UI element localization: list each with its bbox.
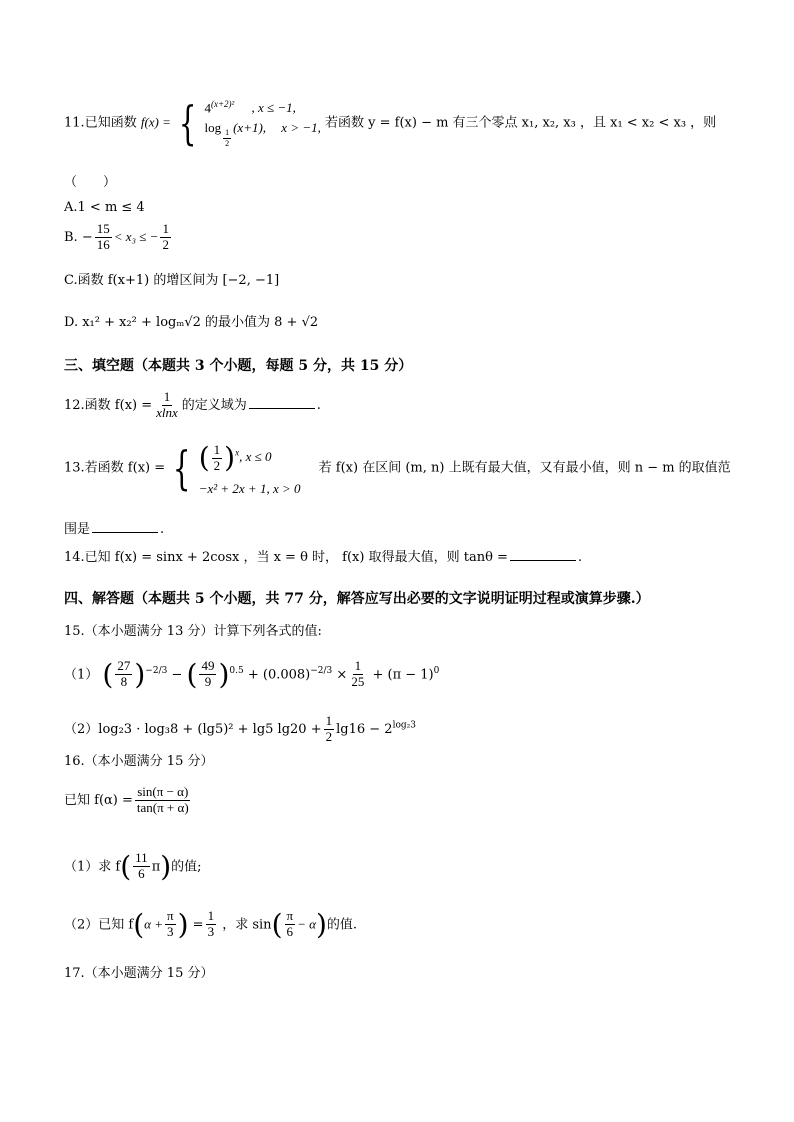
q16-given: 已知 f(α) = $\frac{\sin(\pi - \alpha)}{\tan(\pi + \alpha)}$ bbox=[64, 784, 189, 815]
q13-cases: ( $\frac{1}{2}$ )$^x$, x ≤ 0 −x² + 2x + 1, x > 0 bbox=[198, 441, 301, 496]
q11-option-b: B. − $\frac{15}{16}$ < x₃ ≤ − $\frac{1}{2}$ bbox=[64, 221, 169, 252]
q11-option-d: D. x₁² + x₂² + logₘ√2 的最小值为 8 + √2 bbox=[64, 315, 319, 330]
q15-part2: （2）log₂3 · log₃8 + (lg5)² + lg5 lg20 + $\frac{1}{2}$ $\lg 16 - 2^{log_23}$ bbox=[64, 713, 416, 744]
q13-brace: { bbox=[173, 440, 191, 495]
q13: 13.若函数 f(x) = { ( $\frac{1}{2}$ )$^x$, x ≤ 0 −x² + 2x + 1, x > 0 若 f(x) 在区间 (m, n) 上既有最大值，又有最小值，则 n − m 的取值范 bbox=[64, 437, 731, 499]
q11-option-a: A.1 < m ≤ 4 bbox=[64, 200, 145, 215]
q11-paren: （ ） bbox=[64, 175, 117, 190]
q11-brace: { bbox=[178, 95, 197, 150]
q15-header: 15.（本小题满分 13 分）计算下列各式的值: bbox=[64, 624, 322, 639]
q16-part1: （1）求 f( $\frac{11}{6}$ π)的值; bbox=[64, 850, 202, 883]
q13-cont: 围是 . bbox=[64, 522, 165, 537]
q11-option-c: C.函数 f(x+1) 的增区间为 [−2, −1] bbox=[64, 273, 280, 288]
section-3-heading: 三、填空题（本题共 3 个小题，每题 5 分，共 15 分） bbox=[64, 358, 413, 374]
q14: 14.已知 f(x) = sinx + 2cosx ，当 x = θ 时， f(x) 取得最大值，则 tanθ = . bbox=[64, 550, 583, 565]
q12: 12.函数 f(x) = $\frac{1}{xlnx}$ 的定义域为 . bbox=[64, 389, 321, 420]
section-4-heading: 四、解答题（本题共 5 个小题，共 77 分，解答应写出必要的文字说明证明过程或演算步骤.） bbox=[64, 591, 650, 607]
q13-answer-blank bbox=[92, 520, 158, 533]
q11-cases: $4^{(x+2)^2}$ , x ≤ −1, log $\frac{1}{2}$ (x+1), x > −1, bbox=[204, 99, 321, 148]
q12-answer-blank bbox=[249, 396, 315, 409]
q14-answer-blank bbox=[510, 548, 576, 561]
q11-stem: 11.已知函数 f(x) = { $4^{(x+2)^2}$ , x ≤ −1, log $\frac{1}{2}$ (x+1), x > −1, 若函数 y = f(x) − m 有三个零点 x₁, x₂, x₃ ，且 x₁ < x₂ < x₃ ，则 bbox=[64, 95, 717, 150]
q16-part2: （2）已知 f(α + $\frac{\pi}{3}$ ) = $\frac{1}{3}$ ，求 sin( $\frac{\pi}{6}$ − α)的值. bbox=[64, 908, 358, 941]
q17-header: 17.（本小题满分 15 分） bbox=[64, 966, 214, 981]
q15-part1: （1） ( $\frac{27}{8}$ )$^{-2/3}$ − ( $\frac{49}{9}$ )$^{0.5} + (0.008)^{-2/3}$ × $\frac{1}{25}$ + $(\pi - 1)^0$ bbox=[64, 658, 440, 691]
q16-header: 16.（本小题满分 15 分） bbox=[64, 754, 214, 769]
